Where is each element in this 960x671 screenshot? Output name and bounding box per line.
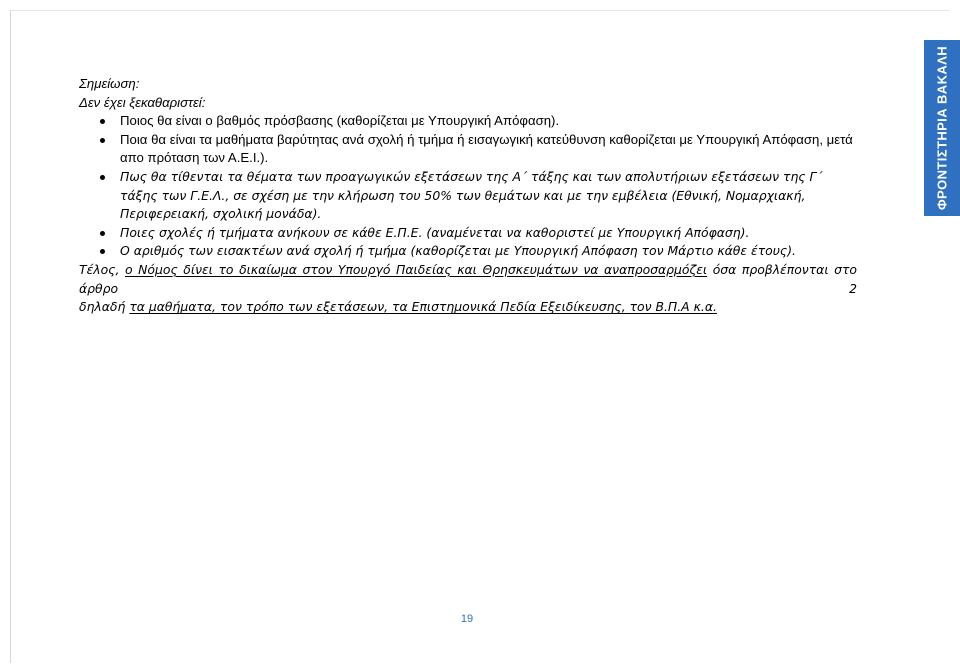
note-content xyxy=(79,75,857,317)
bullet-item-5: Ο αριθμός των εισακτέων ανά σχολή ή τμήμα (καθορίζεται με Υπουργική Απόφαση τον Μάρτιο κάθε έτους). xyxy=(120,242,857,261)
note-heading: Σημείωση: xyxy=(79,76,140,91)
bullet-item-3: Πως θα τίθενται τα θέματα των προαγωγικών εξετάσεων της Α΄ τάξης και των απολυτήριων εξετάσεων της Γ΄ τάξης των Γ.Ε.Λ., σε σχέση με την κλήρωση του 50% των θεμάτων και με την εμβέλεια (Εθνική, Νομαρχιακή, Περιφερειακή, σχολική μονάδα). xyxy=(120,168,857,224)
closing-underlined-1: ο Νόμος δίνει το δικαίωμα στον Υπουργό Παιδείας και Θρησκευμάτων να αναπροσαρμόζει xyxy=(124,261,708,277)
closing-underlined-2: τα μαθήματα, τον τρόπο των εξετάσεων, τα Επιστημονικά Πεδία Εξειδίκευσης, τον Β.Π.Α κ.α. xyxy=(129,299,717,315)
closing-line2-lead: δηλαδή xyxy=(79,299,130,315)
closing-lead: Τέλος, xyxy=(79,261,125,277)
closing-middle: όσα προβλέπονται στο άρθρο 2 xyxy=(79,261,857,296)
side-tab-label: ΦΡΟΝΤΙΣΤΗΡΙΑ ΒΑΚΑΛΗ xyxy=(934,45,950,211)
bullet-item-2: Ποια θα είναι τα μαθήματα βαρύτητας ανά σχολή ή τμήμα ή εισαγωγική κατεύθυνση καθορίζεται με Υπουργική Απόφαση, μετά απο πρόταση των Α.Ε.Ι.). xyxy=(120,131,857,168)
page-number: 19 xyxy=(460,613,474,625)
closing-line-1 xyxy=(79,261,857,298)
closing-line-2 xyxy=(79,298,857,317)
note-bullet-list xyxy=(79,112,857,261)
bullet-item-1: Ποιος θα είναι ο βαθμός πρόσβασης (καθορίζεται με Υπουργική Απόφαση). xyxy=(120,112,857,131)
note-subheading: Δεν έχει ξεκαθαριστεί: xyxy=(79,94,206,110)
bullet-item-4: Ποιες σχολές ή τμήματα ανήκουν σε κάθε Ε.Π.Ε. (αναμένεται να καθοριστεί με Υπουργική Απόφαση). xyxy=(120,224,857,243)
